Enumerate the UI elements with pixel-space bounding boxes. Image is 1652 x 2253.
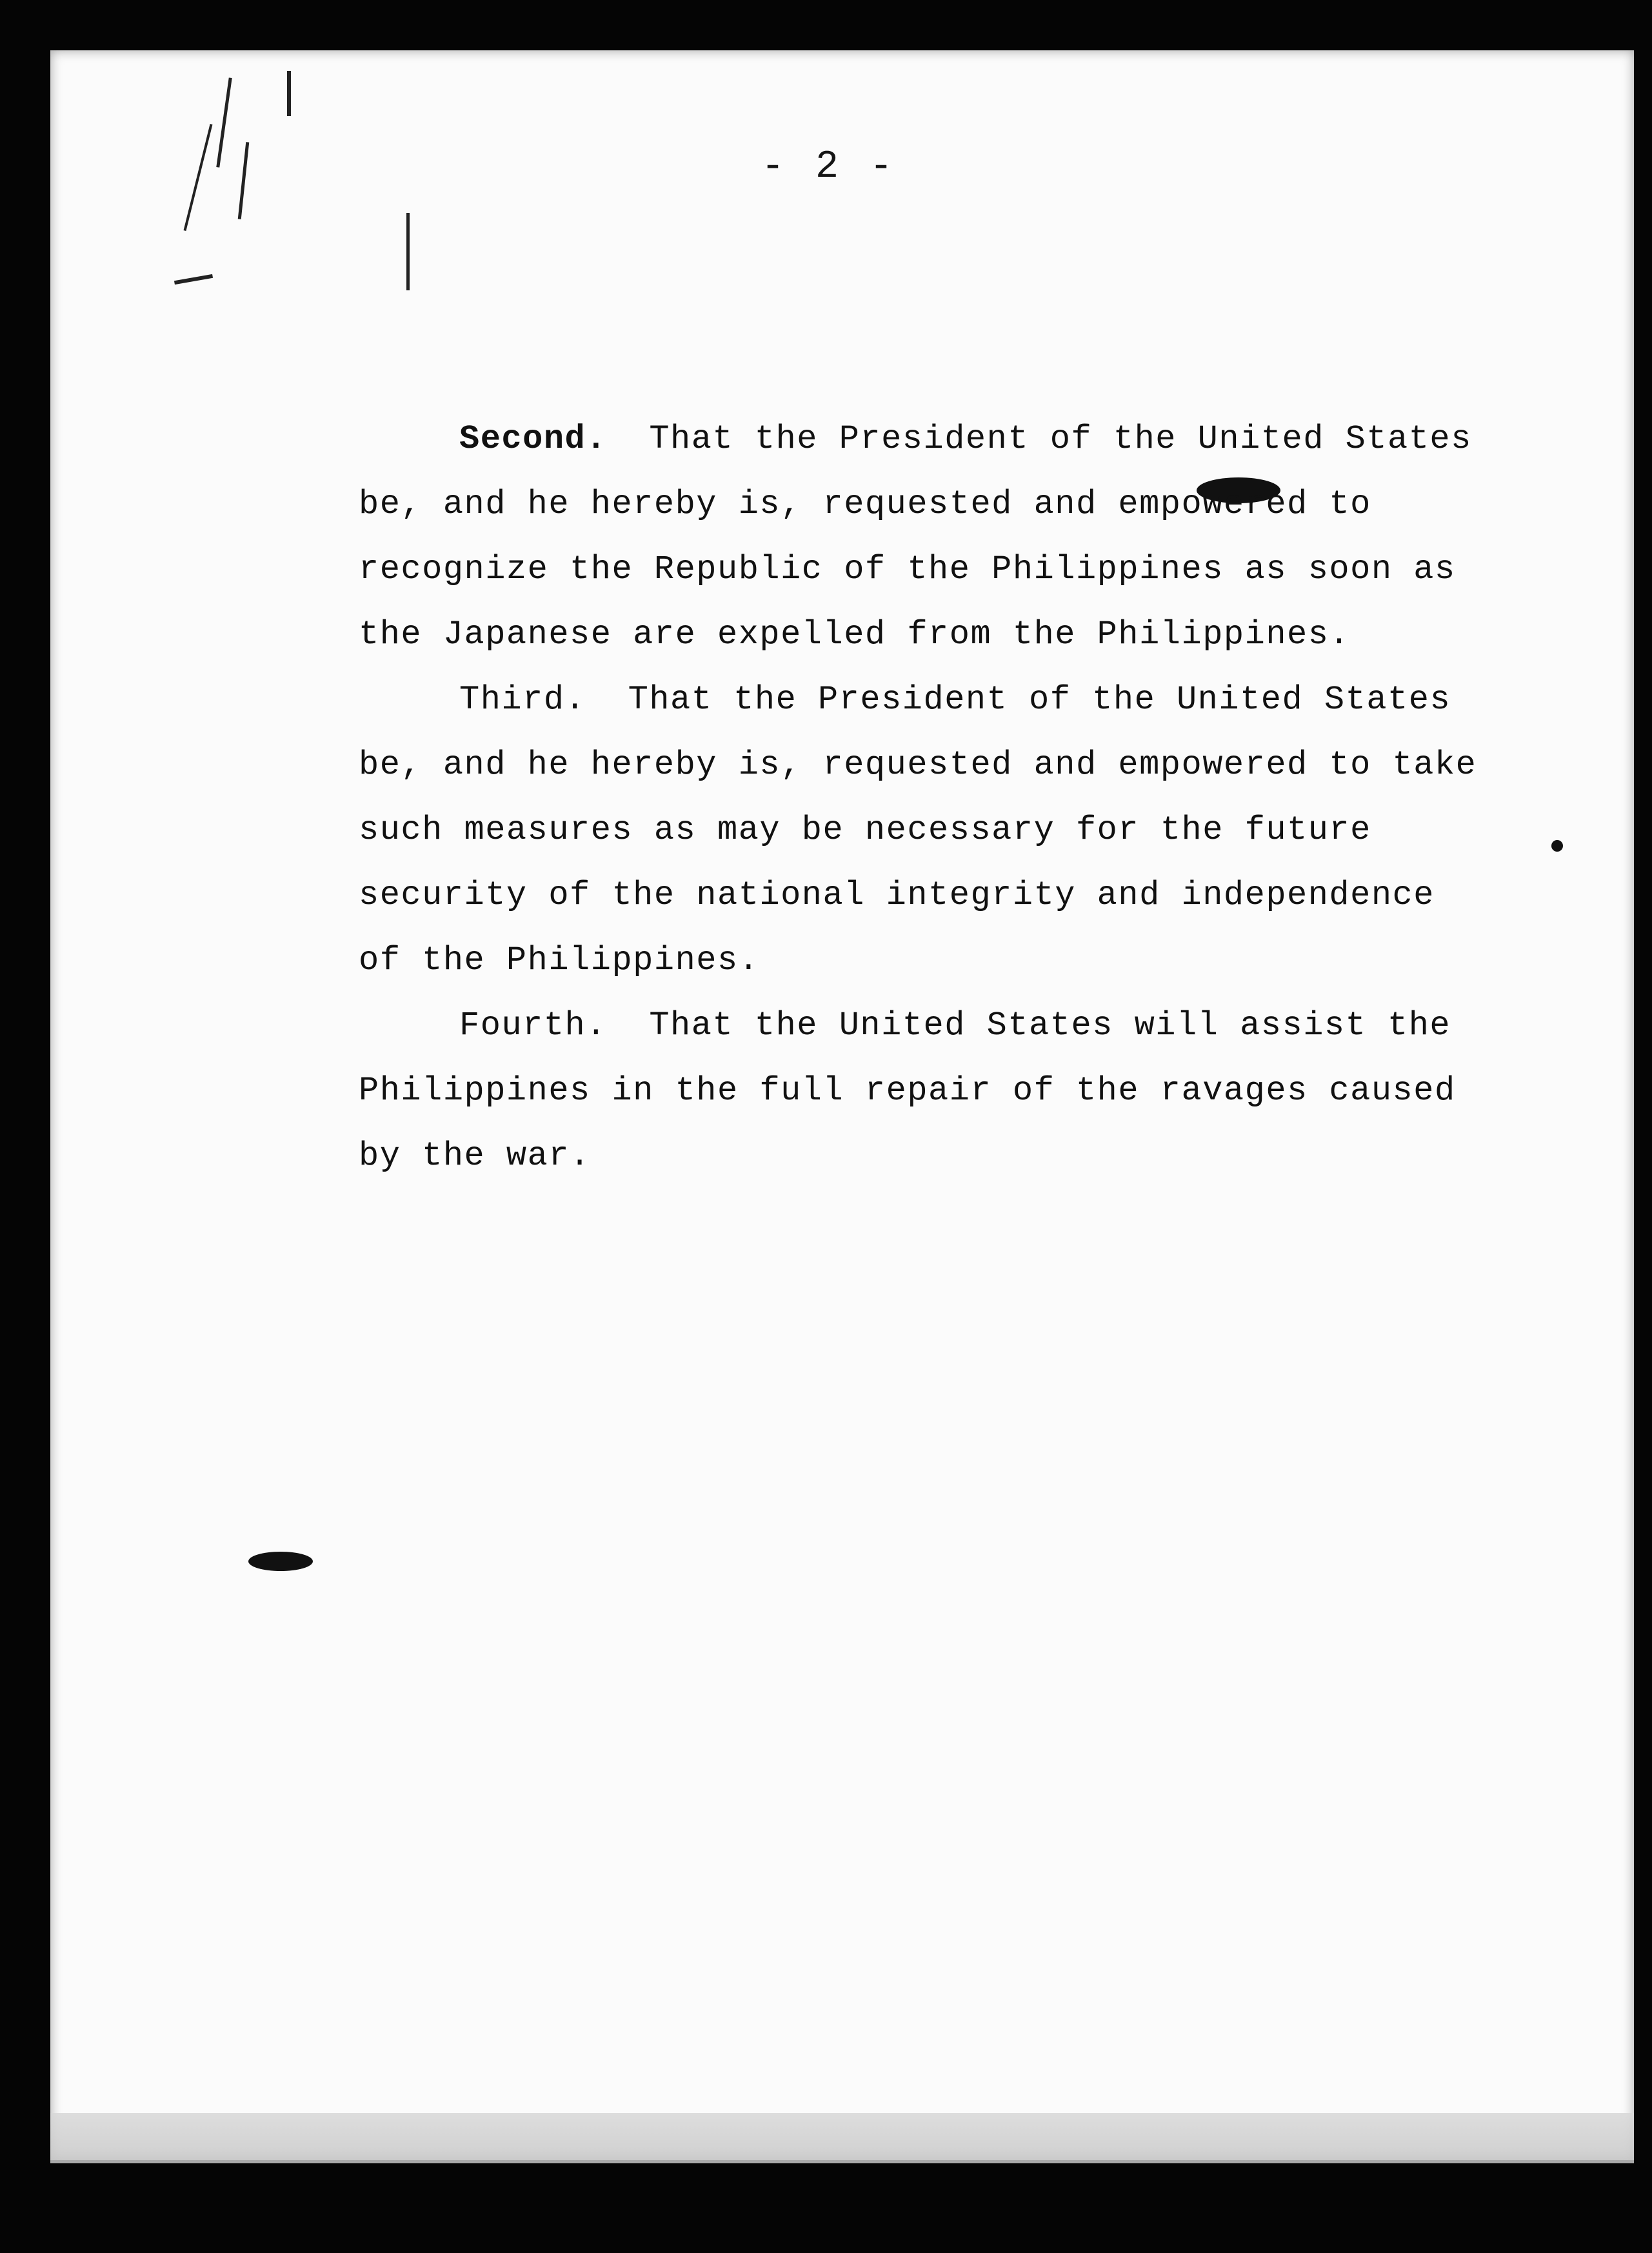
paragraph-line — [359, 406, 1472, 472]
paragraph-line: such measures as may be necessary for the future — [359, 811, 1371, 849]
paragraph-line: of the Philippines. — [359, 941, 760, 979]
ink-blot — [1551, 840, 1563, 852]
paragraph-text: That the President of the United States — [606, 420, 1472, 458]
page-number: - 2 - — [761, 145, 897, 189]
paragraph-line — [359, 993, 1451, 1058]
paragraph-heading: Third. — [459, 681, 586, 719]
pencil-mark — [287, 71, 291, 116]
paragraph-line: security of the national integrity and independence — [359, 876, 1435, 914]
paragraph-line: Philippines in the full repair of the ravages caused — [359, 1072, 1456, 1110]
paragraph-heading: Second. — [459, 420, 607, 458]
paragraph-line: by the war. — [359, 1137, 591, 1175]
paragraph-line: recognize the Republic of the Philippines as soon as — [359, 550, 1456, 588]
paragraph-line: the Japanese are expelled from the Philippines. — [359, 616, 1351, 654]
pencil-mark — [406, 213, 410, 290]
paragraph-line: be, and he hereby is, requested and empowered to — [359, 485, 1371, 523]
document-body — [359, 406, 1477, 1188]
paragraph-line — [359, 667, 1451, 732]
page-bottom-edge — [50, 2113, 1634, 2163]
paragraph-text: That the United States will assist the — [606, 1006, 1451, 1045]
paragraph-heading: Fourth. — [459, 1006, 607, 1045]
ink-blot — [248, 1552, 313, 1571]
paragraph-text: That the President of the United States — [586, 681, 1451, 719]
paragraph-line: be, and he hereby is, requested and empowered to take — [359, 746, 1477, 784]
